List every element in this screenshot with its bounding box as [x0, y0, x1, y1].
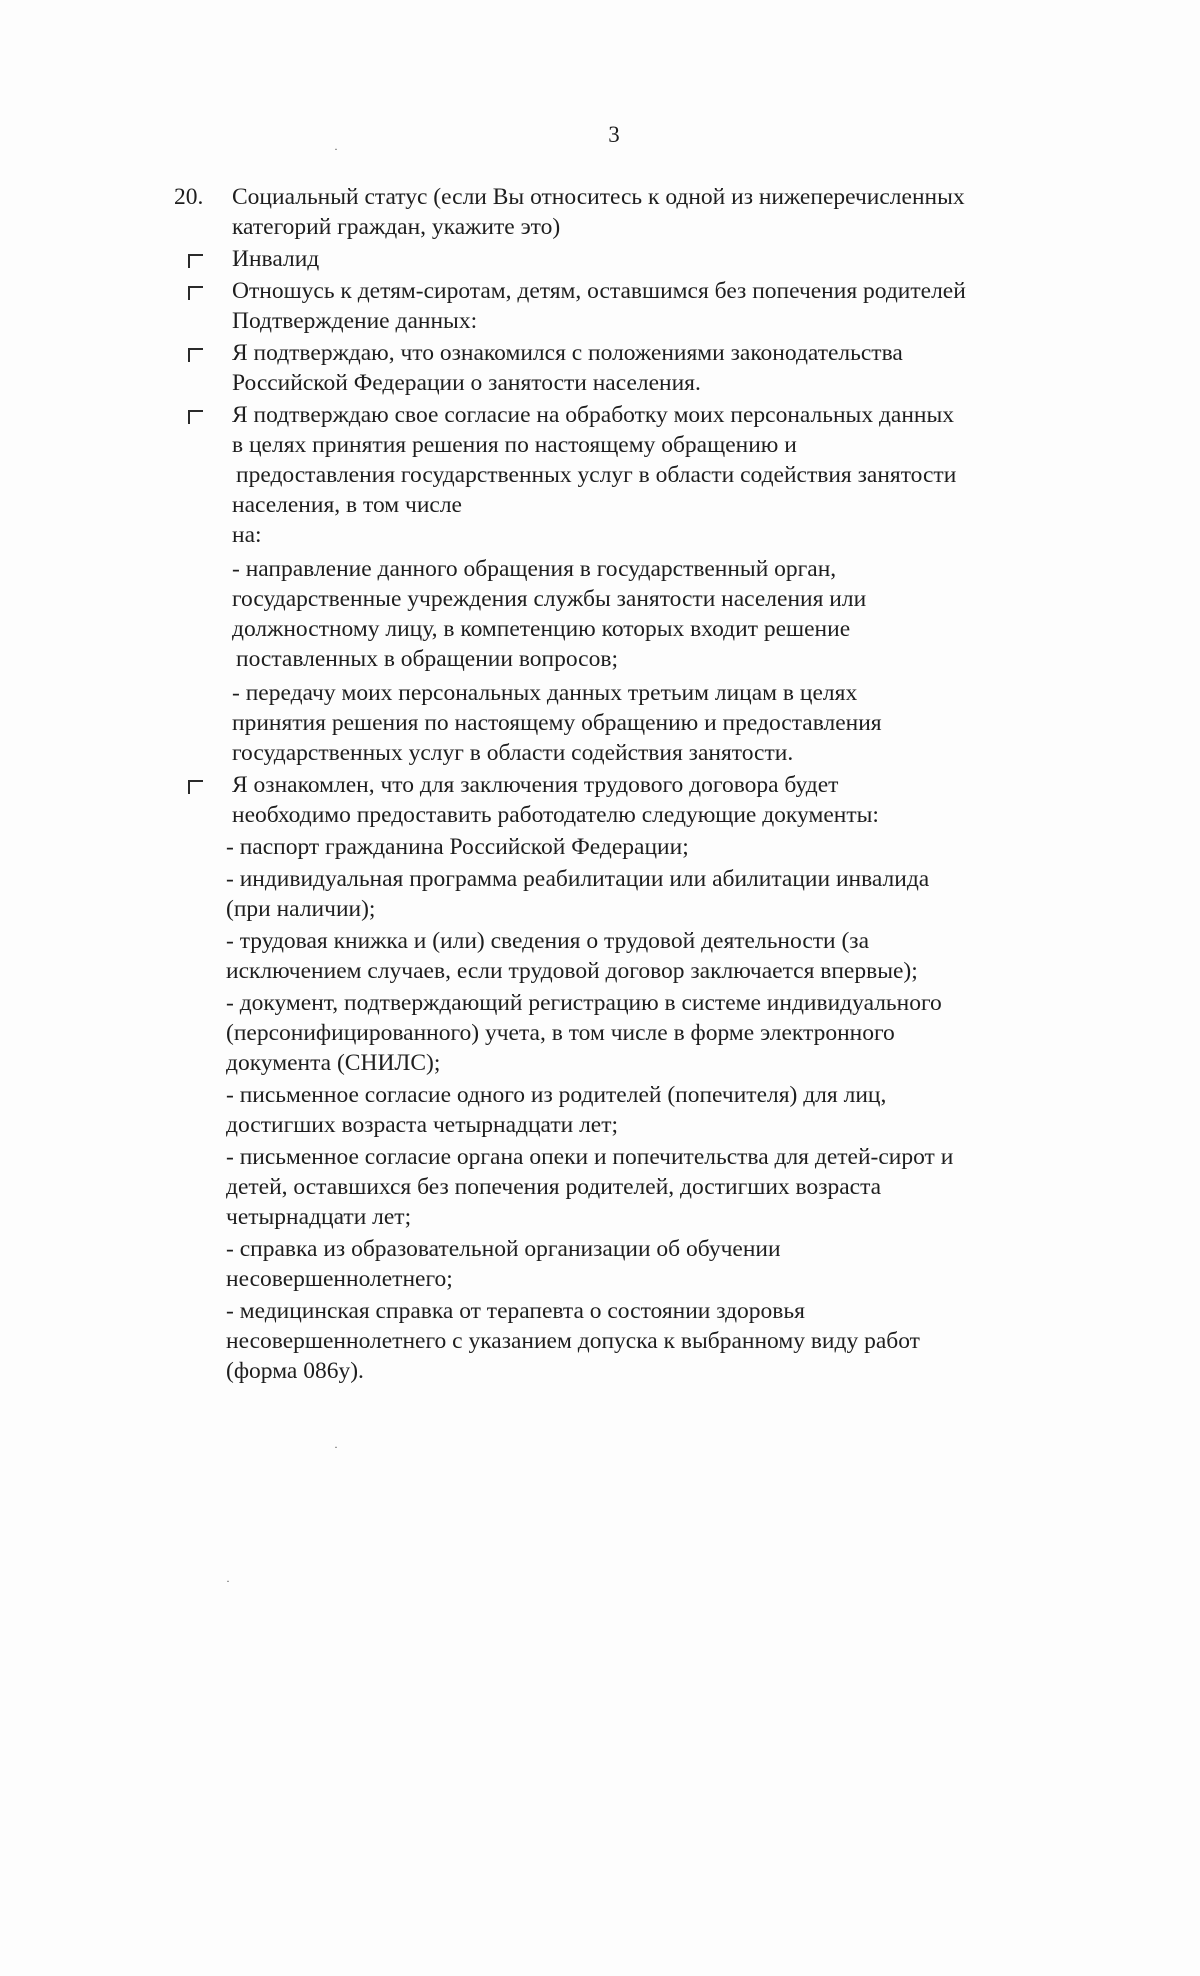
documents-line-1: Я ознакомлен, что для заключения трудового договора будет	[232, 772, 839, 798]
consent-bullet-2-line-3: государственных услуг в области содействия занятости.	[232, 740, 794, 766]
consent-bullet-1-line-3: должностному лицу, в компетенцию которых входит решение	[232, 616, 851, 642]
documents-list	[174, 832, 1094, 1386]
document-item-line: - трудовая книжка и (или) сведения о трудовой деятельности (за	[226, 928, 870, 954]
document-item-line: несовершеннолетнего;	[226, 1266, 453, 1292]
option-disabled-label: Инвалид	[232, 246, 320, 272]
consent-bullet-1-line-4: поставленных в обращении вопросов;	[236, 646, 618, 672]
checkbox-consent[interactable]	[188, 410, 203, 424]
document-item-school-certificate	[226, 1234, 1094, 1294]
checkbox-disabled[interactable]	[188, 254, 203, 268]
consent-bullet-1	[232, 554, 1094, 674]
document-item-line: документа (СНИЛС);	[226, 1050, 441, 1076]
page-number: 3	[608, 122, 620, 147]
confirm-laws[interactable]	[174, 338, 1094, 398]
confirm-laws-line-2: Российской Федерации о занятости населения.	[232, 370, 701, 396]
document-item-line: - письменное согласие одного из родителей (попечителя) для лиц,	[226, 1082, 887, 1108]
scan-speck: ·	[334, 142, 338, 156]
option-orphan[interactable]	[174, 276, 1094, 336]
document-item-line: - индивидуальная программа реабилитации или абилитации инвалида	[226, 866, 930, 892]
document-item-line: (персонифицированного) учета, в том числе в форме электронного	[226, 1020, 895, 1046]
checkbox-orphan[interactable]	[188, 286, 203, 300]
consent-bullet-1-line-2: государственные учреждения службы занятости населения или	[232, 586, 867, 612]
form-content	[174, 182, 1094, 1386]
document-item-line: - медицинская справка от терапевта о состоянии здоровья	[226, 1298, 805, 1324]
document-item-line: - документ, подтверждающий регистрацию в системе индивидуального	[226, 990, 942, 1016]
document-item-passport	[226, 832, 1094, 862]
documents-acknowledgement[interactable]	[174, 770, 1094, 830]
document-item-line: (форма 086у).	[226, 1358, 364, 1384]
consent-bullet-2-line-2: принятия решения по настоящему обращению и предоставления	[232, 710, 882, 736]
document-item-medical-certificate	[226, 1296, 1094, 1386]
document-item-line: исключением случаев, если трудовой договор заключается впервые);	[226, 958, 918, 984]
document-item-rehab-program	[226, 864, 1094, 924]
consent-line-3: предоставления государственных услуг в области содействия занятости	[236, 462, 957, 488]
option-orphan-label: Отношусь к детям-сиротам, детям, оставшимся без попечения родителей	[232, 278, 966, 304]
consent-bullet-2-line-1: - передачу моих персональных данных третьим лицам в целях	[232, 680, 858, 706]
document-item-line: детей, оставшихся без попечения родителей, достигших возраста	[226, 1174, 882, 1200]
document-item-guardianship-consent	[226, 1142, 1094, 1232]
consent-line-4: населения, в том числе	[232, 492, 462, 518]
scan-speck: ·	[334, 1440, 338, 1454]
question-title-line-1: Социальный статус (если Вы относитесь к одной из нижеперечисленных	[232, 184, 965, 210]
document-item-parent-consent	[226, 1080, 1094, 1140]
consent-bullet-2	[232, 678, 1094, 768]
consent-line-1: Я подтверждаю свое согласие на обработку моих персональных данных	[232, 402, 955, 428]
consent-line-5: на:	[232, 522, 262, 548]
consent-bullet-1-line-1: - направление данного обращения в государственный орган,	[232, 556, 837, 582]
document-item-work-book	[226, 926, 1094, 986]
document-item-line: - справка из образовательной организации об обучении	[226, 1236, 781, 1262]
confirmation-heading: Подтверждение данных:	[232, 308, 478, 334]
documents-line-2: необходимо предоставить работодателю следующие документы:	[232, 802, 879, 828]
question-title-line-2: категорий граждан, укажите это)	[232, 214, 561, 240]
consent-line-2: в целях принятия решения по настоящему обращению и	[232, 432, 797, 458]
document-item-line: достигших возраста четырнадцати лет;	[226, 1112, 619, 1138]
document-item-snils	[226, 988, 1094, 1078]
option-disabled[interactable]	[174, 244, 1094, 274]
document-item-line: - паспорт гражданина Российской Федерации;	[226, 834, 689, 860]
consent-personal-data[interactable]	[174, 400, 1094, 768]
document-item-line: (при наличии);	[226, 896, 376, 922]
question-20	[174, 182, 1094, 242]
document-item-line: несовершеннолетнего с указанием допуска к выбранному виду работ	[226, 1328, 920, 1354]
question-number: 20.	[174, 184, 204, 210]
confirm-laws-line-1: Я подтверждаю, что ознакомился с положениями законодательства	[232, 340, 903, 366]
checkbox-documents[interactable]	[188, 780, 203, 794]
scan-speck: ·	[226, 1574, 230, 1588]
checkbox-confirm-laws[interactable]	[188, 348, 203, 362]
document-item-line: четырнадцати лет;	[226, 1204, 412, 1230]
document-item-line: - письменное согласие органа опеки и попечительства для детей-сирот и	[226, 1144, 954, 1170]
